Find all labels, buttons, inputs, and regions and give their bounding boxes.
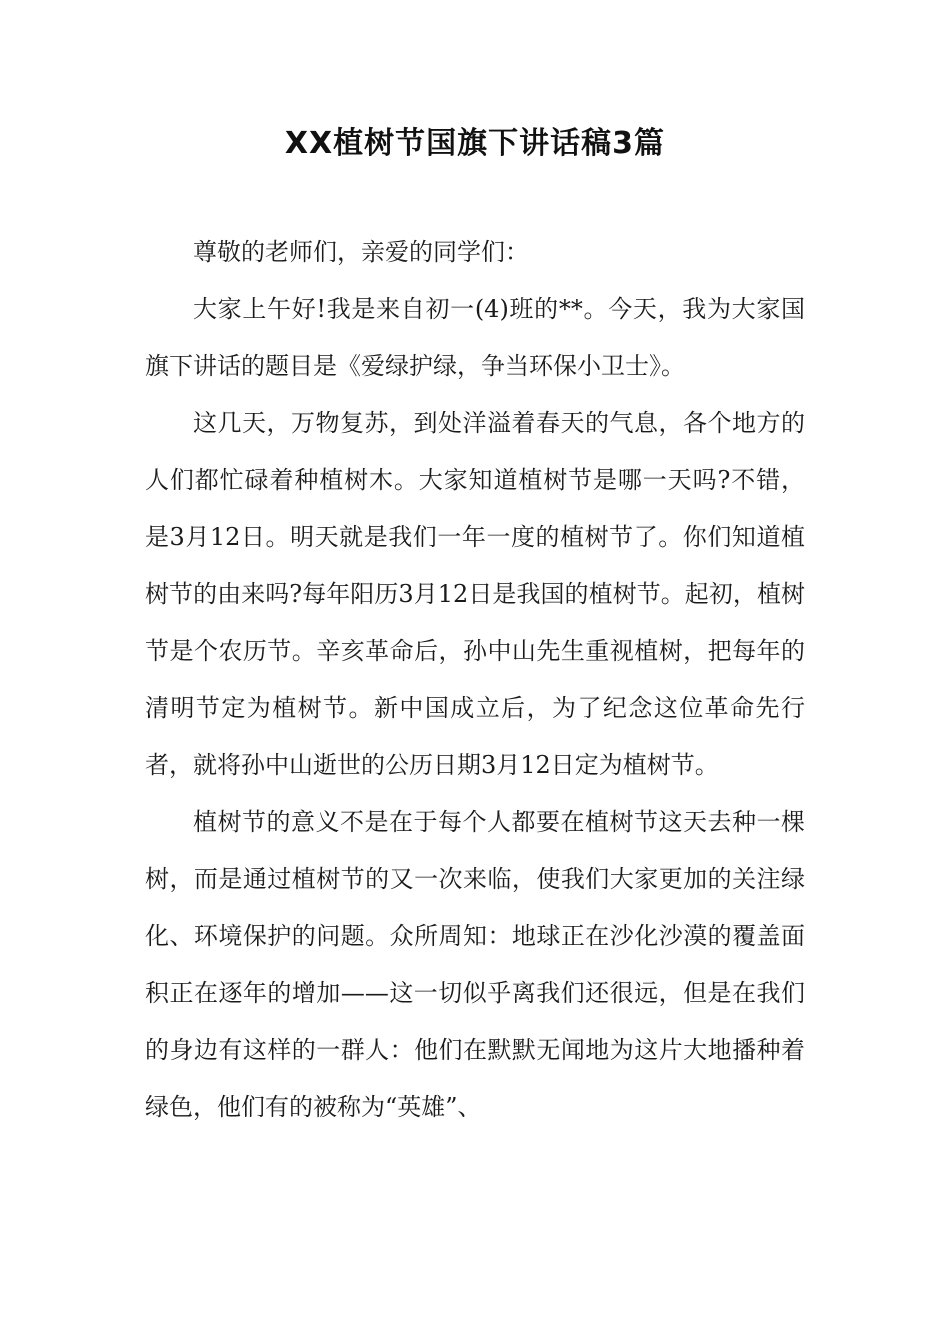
paragraph-intro: 大家上午好!我是来自初一(4)班的**。今天，我为大家国旗下讲话的题目是《爱绿护绿，争当环保小卫士》。 xyxy=(145,295,805,380)
paragraph-arbor-day-meaning: 植树节的意义不是在于每个人都要在植树节这天去种一棵树，而是通过植树节的又一次来临，使我们大家更加的关注绿化、环境保护的问题。众所周知：地球正在沙化沙漠的覆盖面积正在逐年的增加——这一切似乎离我们还很远，但是在我们的身边有这样的一群人：他们在默默无闻地为这片大地播种着绿色，他们有的被称为“英雄”、 xyxy=(145,808,805,1121)
document-title: XX植树节国旗下讲话稿3篇 xyxy=(284,126,666,161)
document-body xyxy=(145,224,805,1136)
paragraph-arbor-day-origin: 这几天，万物复苏，到处洋溢着春天的气息，各个地方的人们都忙碌着种植树木。大家知道植树节是哪一天吗?不错，是3月12日。明天就是我们一年一度的植树节了。你们知道植树节的由来吗?每年阳历3月12日是我国的植树节。起初，植树节是个农历节。辛亥革命后，孙中山先生重视植树，把每年的清明节定为植树节。新中国成立后，为了纪念这位革命先行者，就将孙中山逝世的公历日期3月12日定为植树节。 xyxy=(145,409,805,779)
paragraph-greeting: 尊敬的老师们，亲爱的同学们： xyxy=(193,238,529,266)
